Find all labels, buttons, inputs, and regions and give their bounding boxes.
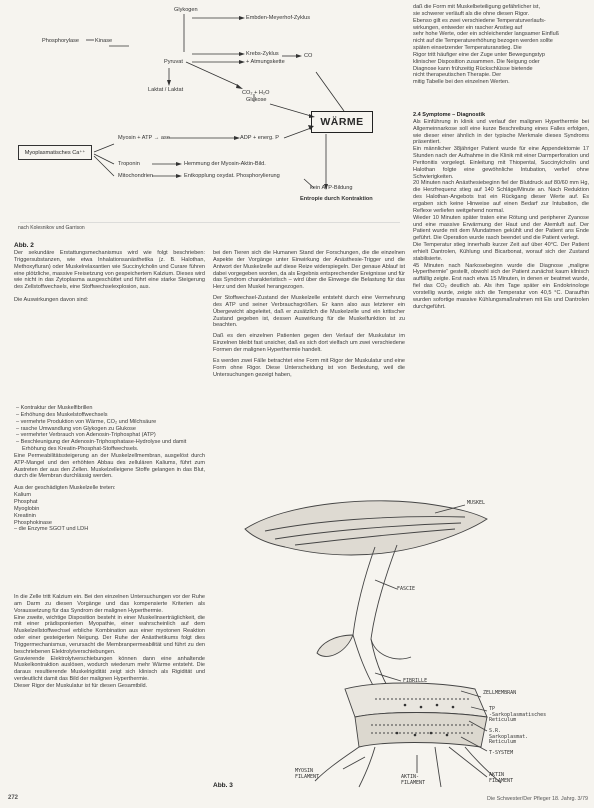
node-entkopplung: Entkopplung oxydat. Phosphorylierung — [184, 173, 280, 179]
list-item: – rasche Umwandlung von Glykogen zu Glukose — [16, 425, 136, 432]
paragraph: Es werden zwei Fälle betrachtet eine Form mit Rigor der Muskulatur und eine Form ohne Rigor. Diese Unterscheidung ist von Bedeutung, weil die Untersuchungen gezeigt haben, — [213, 357, 405, 378]
paragraph: bei den Tieren sich die Humanen Stand der Forschungen, die die einzelnen Aspekte der Vorgänge unter Einwirkung der Anästhesie-Trigger und die Antwort der Muskelzelle auf diese Reize widerspiegeln. Der genaue Ablauf ist dabei vorgegeben worden, da als Ergebnis entsprechender Ereignisse und für das Syndrom charakteristisch – wird über die Einwege die Belastung für das Herz und den Muskel herangezogen. — [213, 250, 405, 291]
list-item: – Kontraktur der Muskelfibrillen — [16, 405, 93, 411]
list-item: – Beschleunigung der Adenosin-Triphosphatase-Hydrolyse und damit Erhöhung des Kreatin-Phosphat-Stoffwechsels. — [16, 439, 187, 453]
node-adp: ADP + energ. P — [240, 135, 279, 141]
label-t-system: T-SYSTEM — [489, 750, 514, 756]
column-right — [413, 112, 589, 482]
warme-box: WÄRME — [311, 111, 373, 133]
calcium-box: Myoplasmatisches Ca⁺⁺ — [18, 145, 92, 160]
paragraph: Wieder 10 Minuten später traten eine Rötung und peripherer Zyanose und eine massive Erwärmung der Haut und der Atemluft auf. Der Patient wurde mit dem Mundatmen gekühlt und der Patient ans Ende geführt. Die Operation wurde rasch beendet und die Patient verlegt. — [413, 214, 589, 242]
journal-footer: Die Schwester/Der Pfleger 18. Jahrg. 3/79 — [487, 796, 588, 802]
label-muskel: MUSKEL — [467, 500, 486, 506]
effects-list — [14, 405, 205, 533]
text-line: sie schwerer verläuft als die ohne diesen Rigor. — [413, 10, 530, 17]
figure-2-source: nach Kolesnikov und Garrison — [18, 225, 85, 231]
label-zellmembran: ZELLMEMBRAN — [483, 690, 517, 696]
column-middle — [213, 250, 405, 482]
label-aktin-filament: AKTIN- FILAMENT — [401, 774, 426, 786]
paragraph: 20 Minuten nach Anästhesiebeginn fiel der Blutdruck auf 80/60 mm Hg, die Herzfrequenz stieg auf 140 Schläge/Minute an. Nach Reduktion des Halothan-Angebots trat ein Rückgang dieser Werte auf. Es ergaben sich keine Hinweise auf einen Bedarf zur Intubation, die Reflexe verliefen weitgehend normal. — [413, 180, 589, 214]
node-krebs: Krebs-Zyklus — [246, 51, 279, 57]
list-item: – vermehrter Verbrauch von Adenosin-Triphosphat (ATP) — [16, 432, 156, 439]
list-item: Phosphat — [14, 498, 38, 505]
figure-2-label: Abb. 2 — [14, 242, 34, 249]
node-glykogen: Glykogen — [174, 7, 198, 13]
paragraph: Die Auswirkungen davon sind: — [14, 297, 89, 304]
text-line: Diagnose kann frühzeitig Rückschlüsse bietende — [413, 65, 533, 72]
list-item: Phosphokinase — [14, 519, 52, 526]
paragraph: Der Stoffwechsel-Zustand der Muskelzelle entsteht durch eine Vermehrung des ATP und seiner Verbrauchsgrößen. Er kann also aus letzterer ein Übergewicht abgeleitet, daß er zusätzlich die Muskelzelle und ein kritischer Zustand gegeben ist, dessen Auswirkung für die Muskelfunktion ist zu beachten. — [213, 295, 405, 329]
figure-2-diagram — [14, 4, 406, 240]
page-number: 272 — [8, 795, 19, 801]
text-line: klinischer Disposition zusammen. Die Neigung oder — [413, 58, 540, 65]
node-laktat: Laktat / Laktat — [148, 87, 184, 93]
text-line: Ebenso gilt es zwei verschiedene Temperaturverlaufs- — [413, 17, 546, 24]
text-line: mitig Tabelle bei den einzelnen Werten. — [413, 79, 510, 86]
text-line: nicht auf die Temperaturerhöhung bezogen werden sollte — [413, 38, 553, 45]
node-entropie: Entropie durch Kontraktion — [300, 196, 373, 202]
figure-3-label: Abb. 3 — [213, 782, 233, 789]
list-item: Kreatinin — [14, 512, 36, 519]
column-right-top — [413, 4, 589, 104]
paragraph: Eine Permeabilitätssteigerung an der Muskelzellmembran, ausgelöst durch ATP-Mangel und den erhöhten Abbau des zellulären Kaliums, führt zum Austreten der aus den Zellen. Muskelzelleigene Stoffe gelangen in das Blut, durch die Membran durchlässig werden. — [14, 452, 205, 480]
node-phosphorylase: Phosphorylase — [42, 38, 80, 44]
text-line: späten einsetzender Temperaturanstieg. Die — [413, 45, 522, 52]
text-line: wirkungen, entweder ein rascher Anstieg auf — [413, 24, 523, 31]
paragraph: Aus der geschädigten Muskelzelle treten: — [14, 485, 116, 492]
paragraph: Der sekundäre Erstattungsmechanismus wird wie folgt beschrieben: Triggersubstanzen, wie etwa Inhalationsanästhetika (z. B. Halothan, Methoxyfluran) oder Muskelrelaxantien wie Succinylcholin und Curare führen eine plötzliche, massive Freisetzung von gespeichertem Kalzium. Dieses wird wie nicht in das Zytoplasma ausgeschüttet und führt eine starke Steigerung des Zellstoffwechsels, eine Stoffwechselexplosion, aus. — [14, 250, 205, 291]
node-embden: Embden-Meyerhof-Zyklus — [246, 15, 311, 21]
list-item: – Erhöhung des Muskelstoffwechsels — [16, 411, 108, 418]
node-glukose: Glukose — [246, 97, 267, 103]
node-atmung: + Atmungskette — [246, 59, 285, 65]
text-line: Rigor tritt häufiger eine der Zuge unter Bewegungstyp — [413, 51, 545, 58]
node-co2: CO₂ + H₂O — [242, 90, 270, 96]
paragraph: Ein männlicher 38jähriger Patient wurde für eine Appendektomie 17 Stunden nach der Aufnahme in die Klinik mit einer Darmperforation und Peritonitis vorgelegt. Einleitung mit Thiopental, Succinylcholin und Halothan folgte eine gewöhnliche Intubation, verlief ohne Schwierigkeiten. — [413, 146, 589, 180]
paragraph: Als Einführung in klinik und verlauf der malignen Hyperthermie bei Allgemeinnarkose soll eine kurze Beschreibung eines Falles erfolgen, wie dieser einer ähnlich in der typische Merkmale dieses Syndroms präsentiert. — [413, 118, 589, 146]
label-tp: TP -Sarkoplasmatisches Reticulum — [489, 706, 547, 724]
text-line: nicht therapeutischen Therapie. Der — [413, 72, 502, 79]
text-line: daß die Form mit Muskelbeteiligung gefährlicher ist, — [413, 4, 541, 10]
node-mitochondrien: Mitochondrien — [118, 173, 154, 179]
node-myosin: Myosin + ATP → ase — [118, 135, 170, 141]
paragraph: Gravierende Elektrolytverschiebungen können dann eine anhaltende Muskelkontraktion auslösen, wodurch wiederum mehr Wärme entsteht. Die daraus resultierende Muskelrigidität zeigt sich klinisch als Rigidität und verdeutlicht damit das Bild der malignen Hyperthermie. — [14, 655, 205, 683]
list-item: – vermehrte Produktion von Wärme, CO₂ und Milchsäure — [16, 418, 157, 425]
column-left-top — [14, 250, 205, 405]
paragraph: Dieser Rigor der Muskulatur ist für diesen Gesamtbild. — [14, 682, 148, 689]
paragraph: 45 Minuten nach Narkosebeginn wurde die Diagnose „maligne Hyperthermie“ gestellt, obwohl sich der Patient zunächst kaum klinisch auffällig zeigte. Erst nach etwa 15 Minuten, in denen er beatmet wurde, fiel das CO₂ deutlich ab. Als ihm Tage später ein Endokrinologe vorstellig wurde, zeigte sich die Temperatur von 40,5 °C. Daraufhin wurden sofortige massive Kühlungsmaßnahmen mit Eis und Dantrolen durchgeführt. — [413, 262, 589, 310]
paragraph: In die Zelle tritt Kalzium ein. Bei den einzelnen Untersuchungen vor der Ruhe am Darm zu diesen Vorgänge und das kompensierte Kriterien als Voraussetzung für das Syndrom der malignen Hyperthermie. — [14, 594, 205, 614]
list-item: Myoglobin — [14, 505, 40, 512]
list-item: – die Enzyme SGOT und LDH — [14, 526, 89, 533]
node-co: CO — [304, 53, 313, 59]
label-sr: S.R. Sarkoplasmat. Reticulum — [489, 728, 529, 746]
list-item: Kalium — [14, 492, 31, 499]
muscle-structure-drawing — [225, 485, 587, 790]
text-line: sehr hohe Werte, oder ein schleichender langsamer Einfluß — [413, 31, 560, 38]
paragraph: Daß es den einzelnen Patienten gegen den Verlauf der Muskulatur im Einzelnen bleibt fast unsicher, daß es sich dort vielfach um zwei verschiedene Formen der malignen Hyperthermie handelt. — [213, 333, 405, 353]
section-heading: 2.4 Symptome – Diagnostik — [413, 112, 486, 118]
paragraph: Eine zweite, wichtige Disposition besteht in einer Muskelinserträglichkeit, die mit einer prädisponierten Myopathie, einer wahrscheinlich auf dem Muskelzellstoffwechsel erbliche Kombination aus einer myotonen Reaktion oder einer gesteigerten Neigung. Der Ruhe der Anästhetikums folgt dies Triggermechanismus, verursacht die Membranpermeabilität und führt zu den beschriebenen Elektrolytverschiebungen. — [14, 614, 205, 655]
column-left-bottom — [14, 594, 205, 794]
label-fibrille: FIBRILLE — [403, 678, 428, 684]
label-myosin: MYOSIN FILAMENT — [295, 768, 320, 780]
figure-3-illustration — [225, 485, 587, 790]
label-actin: AKTIN FILAMENT — [489, 772, 514, 784]
label-fascie: FASCIE — [397, 586, 416, 592]
node-kinase: Kinase — [95, 38, 113, 44]
paragraph: Die Temperatur stieg innerhalb kurzer Zeit auf über 40°C. Der Patient erhielt Dantrolen, Kühlung und Bicarbonat, worauf sich der Zustand stabilisierte. — [413, 242, 589, 262]
node-troponin: Troponin — [118, 161, 140, 167]
node-hemmung: Hemmung der Myosin-Aktin-Bild. — [184, 161, 266, 167]
node-kein-atp: kein ATP-Bildung — [310, 185, 353, 191]
node-pyruvat: Pyruvat — [164, 59, 183, 65]
